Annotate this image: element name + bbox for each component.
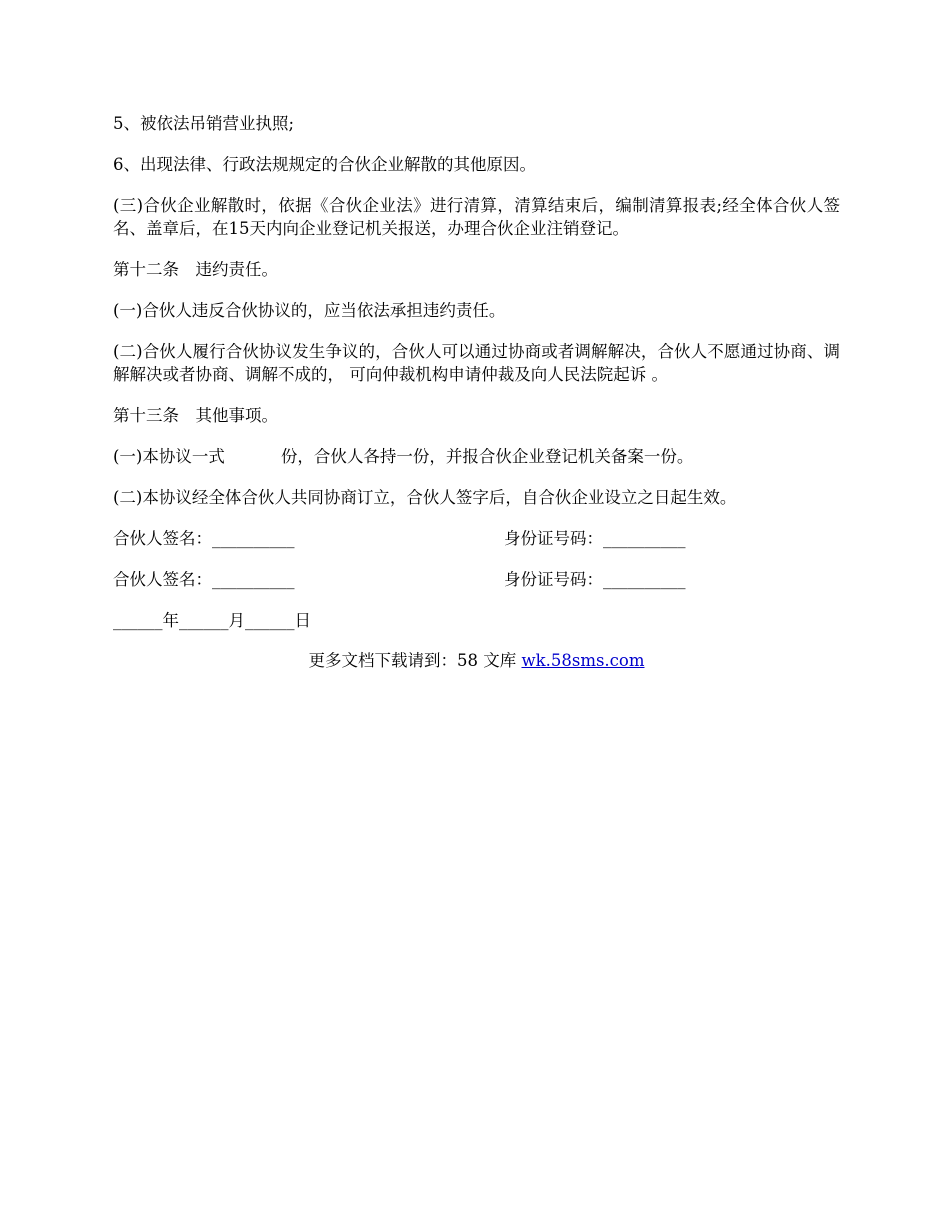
footer	[113, 649, 840, 672]
partner-signature-line: 合伙人签名：__________	[113, 529, 295, 548]
clause-item-6: 6、出现法律、行政法规规定的合伙企业解散的其他原因。	[113, 155, 536, 174]
clause-dispute-resolution: (二)合伙人履行合伙协议发生争议的，合伙人可以通过协商或者调解解决，合伙人不愿通过协商、调解解决或者协商、调解不成的， 可向仲裁机构申请仲裁及向人民法院起诉 。	[113, 342, 840, 384]
footer-link[interactable]: wk.58sms.com	[521, 651, 645, 670]
signature-row	[113, 568, 840, 591]
clause-copies-before: (一)本协议一式	[113, 447, 225, 466]
clause-dissolution-liquidation: (三)合伙企业解散时，依据《合伙企业法》进行清算，清算结束后，编制清算报表;经全体合伙人签名、盖章后，在15天内向企业登记机关报送，办理合伙企业注销登记。	[113, 196, 840, 238]
footer-text: 更多文档下载请到：58 文库	[308, 651, 522, 670]
article-12-heading: 第十二条 违约责任。	[113, 260, 278, 279]
id-number-line: 身份证号码：__________	[504, 529, 686, 548]
date-line: ______年______月______日	[113, 611, 311, 630]
clause-breach-liability: (一)合伙人违反合伙协议的，应当依法承担违约责任。	[113, 301, 506, 320]
clause-effective: (二)本协议经全体合伙人共同协商订立，合伙人签字后，自合伙企业设立之日起生效。	[113, 488, 737, 507]
document-body	[113, 112, 840, 672]
clause-copies-after: 份，合伙人各持一份，并报合伙企业登记机关备案一份。	[280, 447, 694, 466]
article-13-heading: 第十三条 其他事项。	[113, 406, 278, 425]
clause-item-5: 5、被依法吊销营业执照;	[113, 114, 295, 133]
clause-copies	[113, 445, 840, 468]
id-number-line: 身份证号码：__________	[504, 570, 686, 589]
partner-signature-line: 合伙人签名：__________	[113, 570, 295, 589]
signature-row	[113, 527, 840, 550]
